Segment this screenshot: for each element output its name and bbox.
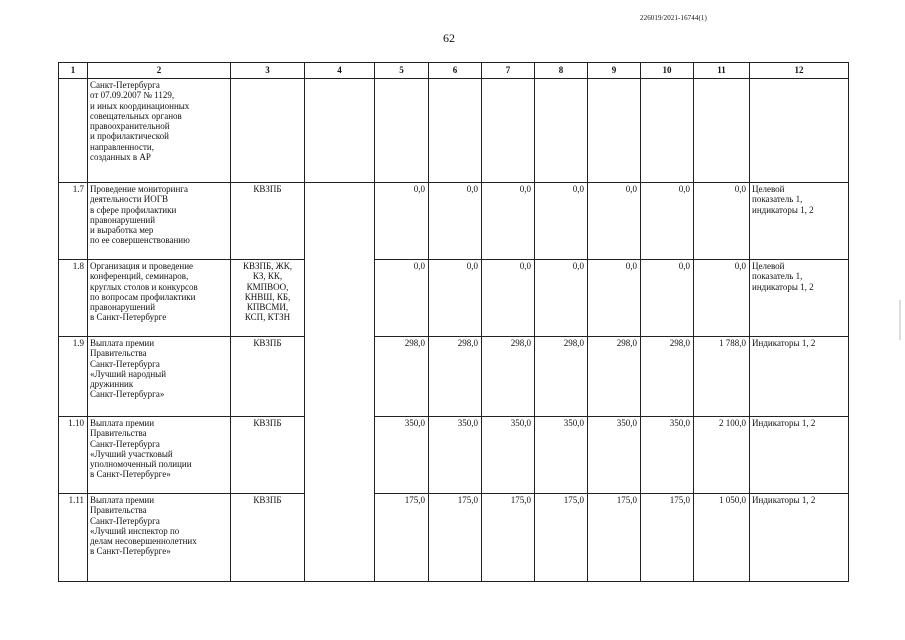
row-value-2022: 0,0	[429, 260, 482, 337]
row-value-2025: 298,0	[588, 337, 641, 417]
cell-num	[59, 79, 88, 183]
table-row	[59, 260, 849, 337]
row-total: 0,0	[694, 260, 750, 337]
row-number: 1.11	[59, 494, 88, 582]
col-header-9: 9	[588, 63, 641, 79]
col-header-8: 8	[535, 63, 588, 79]
row-total: 1 788,0	[694, 337, 750, 417]
table-row-continuation	[59, 79, 849, 183]
row-value-2026: 350,0	[641, 417, 694, 494]
row-value-2026: 0,0	[641, 260, 694, 337]
cell-indicator	[750, 79, 849, 183]
row-indicator: Индикаторы 1, 2	[750, 494, 849, 582]
row-number: 1.10	[59, 417, 88, 494]
col-header-12: 12	[750, 63, 849, 79]
row-indicator: Индикаторы 1, 2	[750, 337, 849, 417]
col-header-11: 11	[694, 63, 750, 79]
table-row	[59, 417, 849, 494]
col-header-6: 6	[429, 63, 482, 79]
row-value-2021: 0,0	[375, 183, 429, 260]
table-header-row	[59, 63, 849, 79]
col-header-3: 3	[231, 63, 305, 79]
row-indicator: Целевой показатель 1, индикаторы 1, 2	[750, 260, 849, 337]
row-value-2023: 350,0	[482, 417, 535, 494]
document-id: 226019/2021-16744(1)	[640, 14, 707, 22]
cell-col4-merged	[305, 183, 375, 582]
row-description: Проведение мониторинга деятельности ИОГВ в сфере профилактики правонарушений и выработка мер по ее совершенствованию	[88, 183, 231, 260]
row-executor: КВЗПБ	[231, 417, 305, 494]
row-value-2024: 0,0	[535, 260, 588, 337]
col-header-4: 4	[305, 63, 375, 79]
table-row	[59, 337, 849, 417]
row-value-2023: 175,0	[482, 494, 535, 582]
row-indicator: Индикаторы 1, 2	[750, 417, 849, 494]
cell-value	[482, 79, 535, 183]
row-value-2021: 350,0	[375, 417, 429, 494]
row-number: 1.9	[59, 337, 88, 417]
row-total: 1 050,0	[694, 494, 750, 582]
row-value-2021: 298,0	[375, 337, 429, 417]
row-value-2026: 0,0	[641, 183, 694, 260]
row-value-2025: 0,0	[588, 183, 641, 260]
row-value-2026: 298,0	[641, 337, 694, 417]
row-value-2026: 175,0	[641, 494, 694, 582]
row-value-2025: 0,0	[588, 260, 641, 337]
row-description: Выплата премии Правительства Санкт-Петербурга «Лучший народный дружинник Санкт-Петербурга»	[88, 337, 231, 417]
cell-col4	[305, 79, 375, 183]
table-row	[59, 494, 849, 582]
row-value-2024: 298,0	[535, 337, 588, 417]
row-value-2021: 175,0	[375, 494, 429, 582]
col-header-10: 10	[641, 63, 694, 79]
row-number: 1.7	[59, 183, 88, 260]
row-total: 0,0	[694, 183, 750, 260]
cell-value	[429, 79, 482, 183]
row-value-2023: 0,0	[482, 260, 535, 337]
table-row	[59, 183, 849, 260]
row-value-2022: 0,0	[429, 183, 482, 260]
cell-value	[588, 79, 641, 183]
scan-artifact	[899, 300, 901, 340]
row-description: Организация и проведение конференций, семинаров, круглых столов и конкурсов по вопросам профилактики правонарушений в Санкт-Петербурге	[88, 260, 231, 337]
row-description: Выплата премии Правительства Санкт-Петербурга «Лучший участковый уполномоченный полиции в Санкт-Петербурге»	[88, 417, 231, 494]
row-value-2022: 350,0	[429, 417, 482, 494]
row-value-2022: 175,0	[429, 494, 482, 582]
row-value-2021: 0,0	[375, 260, 429, 337]
row-value-2022: 298,0	[429, 337, 482, 417]
row-value-2024: 350,0	[535, 417, 588, 494]
row-value-2025: 350,0	[588, 417, 641, 494]
cell-value	[641, 79, 694, 183]
row-total: 2 100,0	[694, 417, 750, 494]
row-executor: КВЗПБ	[231, 183, 305, 260]
row-executor: КВЗПБ	[231, 494, 305, 582]
row-indicator: Целевой показатель 1, индикаторы 1, 2	[750, 183, 849, 260]
row-value-2025: 175,0	[588, 494, 641, 582]
cell-total	[694, 79, 750, 183]
row-value-2024: 175,0	[535, 494, 588, 582]
col-header-5: 5	[375, 63, 429, 79]
row-value-2023: 298,0	[482, 337, 535, 417]
row-executor: КВЗПБ, ЖК, КЗ, КК, КМПВОО, КНВШ, КБ, КПВСМИ, КСП, КТЗН	[231, 260, 305, 337]
row-description: Выплата премии Правительства Санкт-Петербурга «Лучший инспектор по делам несовершеннолетних в Санкт-Петербурге»	[88, 494, 231, 582]
cell-value	[535, 79, 588, 183]
col-header-7: 7	[482, 63, 535, 79]
row-number: 1.8	[59, 260, 88, 337]
cell-description: Санкт-Петербурга от 07.09.2007 № 1129, и иных координационных совещательных органов правоохранительной и профилактической направленности, созданных в АР	[88, 79, 231, 183]
col-header-1: 1	[59, 63, 88, 79]
col-header-2: 2	[88, 63, 231, 79]
cell-executor	[231, 79, 305, 183]
row-value-2023: 0,0	[482, 183, 535, 260]
row-value-2024: 0,0	[535, 183, 588, 260]
budget-table	[58, 62, 849, 582]
page-number: 62	[443, 31, 455, 45]
cell-value	[375, 79, 429, 183]
row-executor: КВЗПБ	[231, 337, 305, 417]
